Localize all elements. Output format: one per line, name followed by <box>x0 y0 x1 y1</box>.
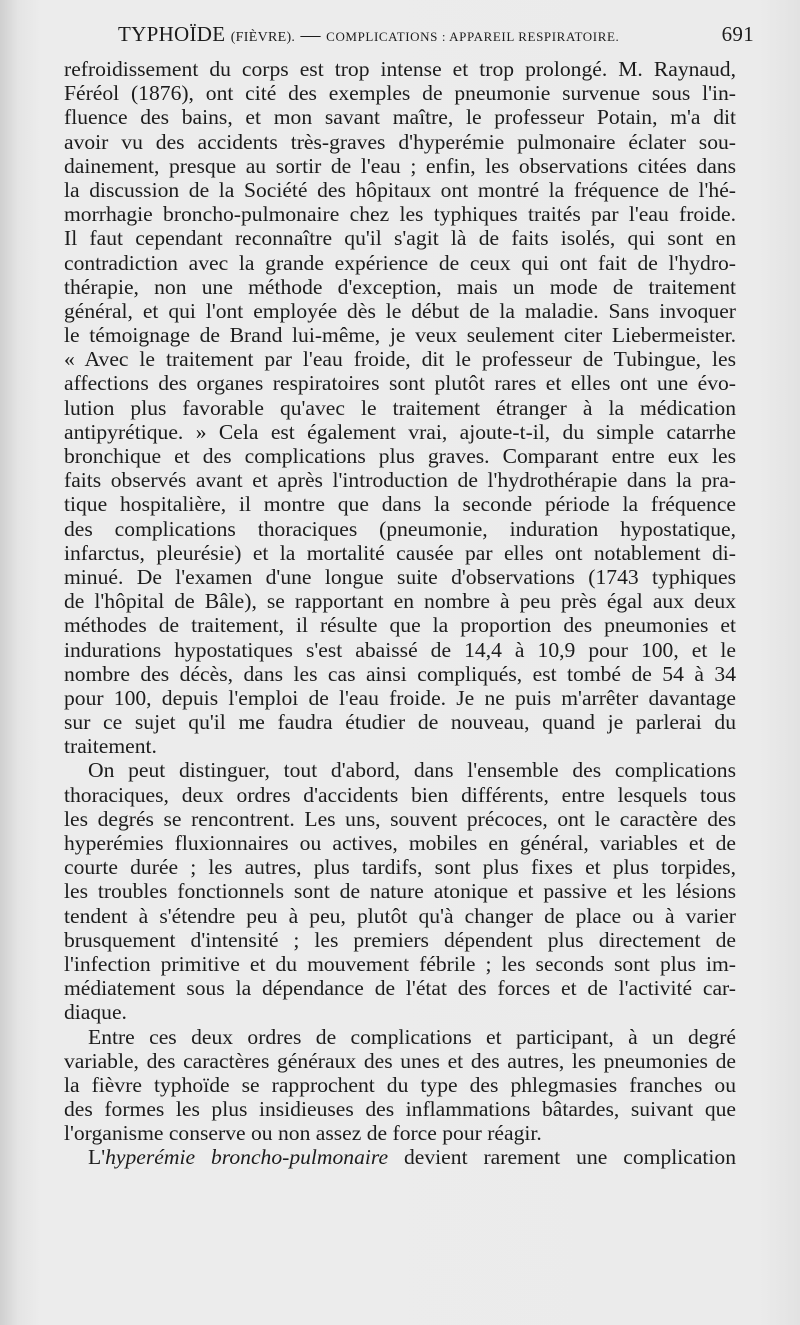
text-line: minué. De l'examen d'une longue suite d'observations (1743 typhiques <box>64 564 736 589</box>
italic-term: hyperémie broncho-pulmonaire <box>105 1145 389 1170</box>
text-line: Entre ces deux ordres de complications et participant, à un degré <box>88 1024 736 1049</box>
page-number: 691 <box>721 22 754 46</box>
text-line: des formes les plus insidieuses des inflammations bâtardes, suivant que <box>64 1097 736 1122</box>
text-line: infarctus, pleurésie) et la mortalité causée par elles ont notablement di- <box>64 540 736 565</box>
text-line: pour 100, depuis l'emploi de l'eau froide. Je ne puis m'arrêter davantage <box>64 685 736 710</box>
text-line: refroidissement du corps est trop intense et trop prolongé. M. Raynaud, <box>64 57 736 81</box>
text-line: général, et qui l'ont employée dès le début de la maladie. Sans invoquer <box>64 298 736 323</box>
text-line: variable, des caractères généraux des unes et des autres, les pneumonies de <box>64 1048 736 1073</box>
text-line: Il faut cependant reconnaître qu'il s'agit là de faits isolés, qui sont en <box>64 226 736 251</box>
text-line: affections des organes respiratoires sont plutôt rares et elles ont une évo- <box>64 371 736 396</box>
text-line: bronchique et des complications plus graves. Comparant entre eux les <box>64 444 736 468</box>
text-line: brusquement d'intensité ; les premiers dépendent plus directement de <box>64 927 736 952</box>
text-line: tique hospitalière, il montre que dans la seconde période la fréquence <box>64 492 736 517</box>
header-title: TYPHOÏDE <box>118 22 226 46</box>
text-line: avoir vu des accidents très-graves d'hyperémie pulmonaire éclater sou- <box>64 129 736 154</box>
header-dash: — <box>300 24 321 46</box>
text-line: dainement, presque au sortir de l'eau ; enfin, les observations citées dans <box>64 153 736 178</box>
text-line: traitement. <box>64 734 157 759</box>
text-line: courte durée ; les autres, plus tardifs, sont plus fixes et plus torpides, <box>64 855 736 880</box>
text-line: On peut distinguer, tout d'abord, dans l'ensemble des complications <box>88 758 736 783</box>
text-line: Féréol (1876), ont cité des exemples de pneumonie survenue sous l'in- <box>64 81 736 106</box>
text-line: faits observés avant et après l'introduction de l'hydrothérapie dans la pra- <box>64 468 736 493</box>
text-line: lution plus favorable qu'avec le traitement étranger à la médication <box>64 395 736 420</box>
text-line: indurations hypostatiques s'est abaissé de 14,4 à 10,9 pour 100, et le <box>64 637 736 662</box>
header-section: COMPLICATIONS : APPAREIL RESPIRATOIRE. <box>326 29 620 44</box>
running-header <box>118 22 754 56</box>
body-text <box>64 57 736 1170</box>
text-line: morrhagie broncho-pulmonaire chez les typhiques traités par l'eau froide. <box>64 202 736 227</box>
text-line: tendent à s'étendre peu à peu, plutôt qu'à changer de place ou à varier <box>64 903 736 928</box>
text-line: thérapie, non une méthode d'exception, mais un mode de traitement <box>64 274 736 299</box>
header-subtitle: (FIÈVRE). <box>230 30 296 45</box>
text-line: des complications thoraciques (pneumonie, induration hypostatique, <box>64 516 736 541</box>
text-line: l'organisme conserve ou non assez de force pour réagir. <box>64 1121 542 1146</box>
text-line: le témoignage de Brand lui-même, je veux seulement citer Liebermeister. <box>64 323 736 348</box>
text-line: fluence des bains, et mon savant maître, le professeur Potain, m'a dit <box>64 105 736 130</box>
text-line: l'infection primitive et du mouvement fébrile ; les seconds sont plus im- <box>64 951 736 976</box>
text-line: hyperémies fluxionnaires ou actives, mobiles en général, variables et de <box>64 831 736 855</box>
text-line: la fièvre typhoïde se rapprochent du type des phlegmasies franches ou <box>64 1072 736 1097</box>
text-line: les troubles fonctionnels sont de nature atonique et passive et les lésions <box>64 879 736 904</box>
text-line: médiatement sous la dépendance de l'état des forces et de l'activité car- <box>64 976 736 1001</box>
text-line: méthodes de traitement, il résulte que la proportion des pneumonies et <box>64 613 736 638</box>
text-line-final <box>64 1145 736 1169</box>
text-line: de l'hôpital de Bâle), se rapportant en nombre à peu près égal aux deux <box>64 589 736 614</box>
text-line: « Avec le traitement par l'eau froide, dit le professeur de Tubingue, les <box>64 347 736 372</box>
text-line: la discussion de la Société des hôpitaux ont montré la fréquence de l'hé- <box>64 177 736 202</box>
text-line: diaque. <box>64 1000 127 1025</box>
text-line: antipyrétique. » Cela est également vrai, ajoute-t-il, du simple catarrhe <box>64 419 736 444</box>
text-line: les degrés se rencontrent. Les uns, souvent précoces, ont le caractère des <box>64 806 736 831</box>
text-line: nombre des décès, dans les cas ainsi compliqués, est tombé de 54 à 34 <box>64 661 736 686</box>
final-prefix: L' <box>88 1145 106 1170</box>
text-line: contradiction avec la grande expérience de ceux qui ont fait de l'hydro- <box>64 250 736 275</box>
final-suffix: devient rarement une complication <box>388 1145 736 1170</box>
text-line: thoraciques, deux ordres d'accidents bien différents, entre lesquels tous <box>64 782 736 807</box>
text-line: sur ce sujet qu'il me faudra étudier de nouveau, quand je parlerai du <box>64 710 736 735</box>
